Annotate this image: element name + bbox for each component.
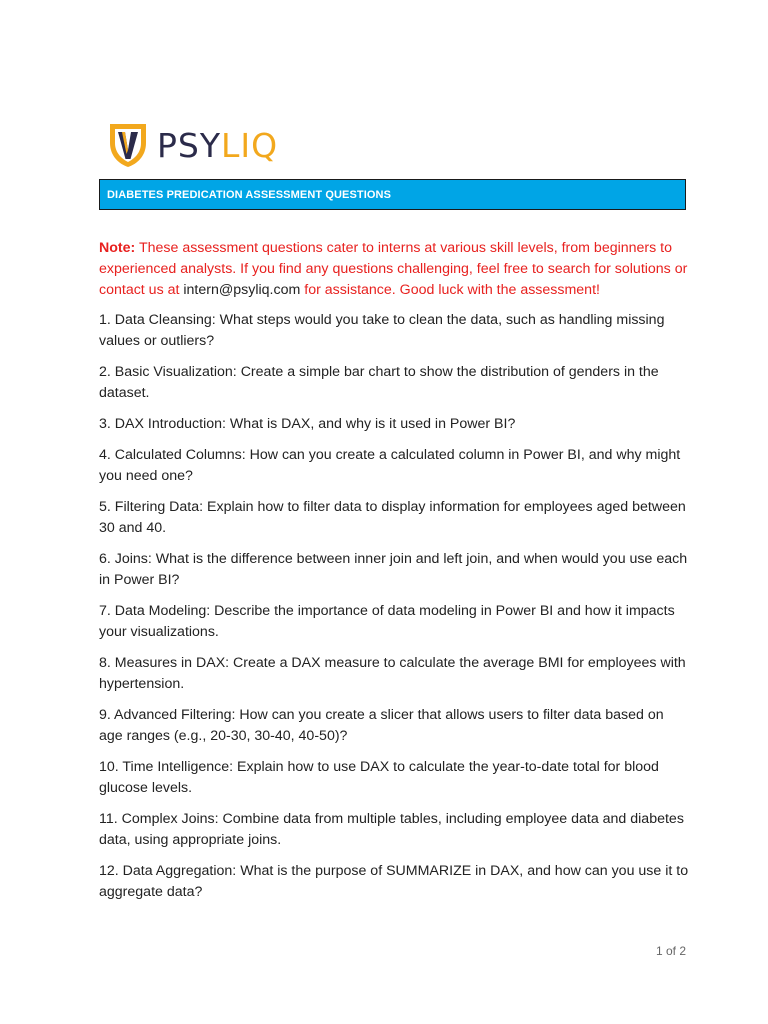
- question-item: 4. Calculated Columns: How can you create a calculated column in Power BI, and why might you need one?: [99, 447, 681, 484]
- question-item: 1. Data Cleansing: What steps would you take to clean the data, such as handling missing values or outliers?: [99, 312, 665, 349]
- question-item: 12. Data Aggregation: What is the purpose of SUMMARIZE in DAX, and how can you use it to aggregate data?: [99, 863, 689, 900]
- note-text-1: These assessment questions cater to interns at various skill levels, from beginners to experienced analysts. If you find any questions challenging, feel free to search for solutions or contact us at: [99, 240, 688, 298]
- shield-v-logo-icon: [107, 121, 149, 169]
- question-item: 3. DAX Introduction: What is DAX, and why is it used in Power BI?: [99, 416, 516, 432]
- question-item: 7. Data Modeling: Describe the importance of data modeling in Power BI and how it impacts your visualizations.: [99, 603, 675, 640]
- question-item: 5. Filtering Data: Explain how to filter data to display information for employees aged between 30 and 40.: [99, 499, 686, 536]
- question-item: 8. Measures in DAX: Create a DAX measure to calculate the average BMI for employees with hypertension.: [99, 655, 686, 692]
- document-body: [99, 238, 691, 913]
- note-paragraph: [99, 238, 691, 301]
- document-title: DIABETES PREDICATION ASSESSMENT QUESTIONS: [107, 188, 392, 201]
- contact-email: intern@psyliq.com: [183, 282, 301, 298]
- question-item: 10. Time Intelligence: Explain how to use DAX to calculate the year-to-date total for blood glucose levels.: [99, 759, 659, 796]
- brand-name-part2: LIQ: [221, 125, 279, 165]
- brand-logo: [107, 120, 278, 170]
- question-item: 9. Advanced Filtering: How can you create a slicer that allows users to filter data based on age ranges (e.g., 20-30, 30-40, 40-50)?: [99, 707, 664, 744]
- question-item: 6. Joins: What is the difference between inner join and left join, and when would you use each in Power BI?: [99, 551, 688, 588]
- brand-name-part1: PSY: [157, 125, 222, 165]
- page-number: 1 of 2: [656, 944, 687, 958]
- brand-name: [157, 125, 279, 165]
- note-text-2: for assistance. Good luck with the assessment!: [300, 282, 600, 298]
- question-item: 2. Basic Visualization: Create a simple bar chart to show the distribution of genders in the dataset.: [99, 364, 659, 401]
- title-banner: [99, 179, 686, 210]
- note-label: Note:: [99, 240, 136, 256]
- question-item: 11. Complex Joins: Combine data from multiple tables, including employee data and diabetes data, using appropriate joins.: [99, 811, 684, 848]
